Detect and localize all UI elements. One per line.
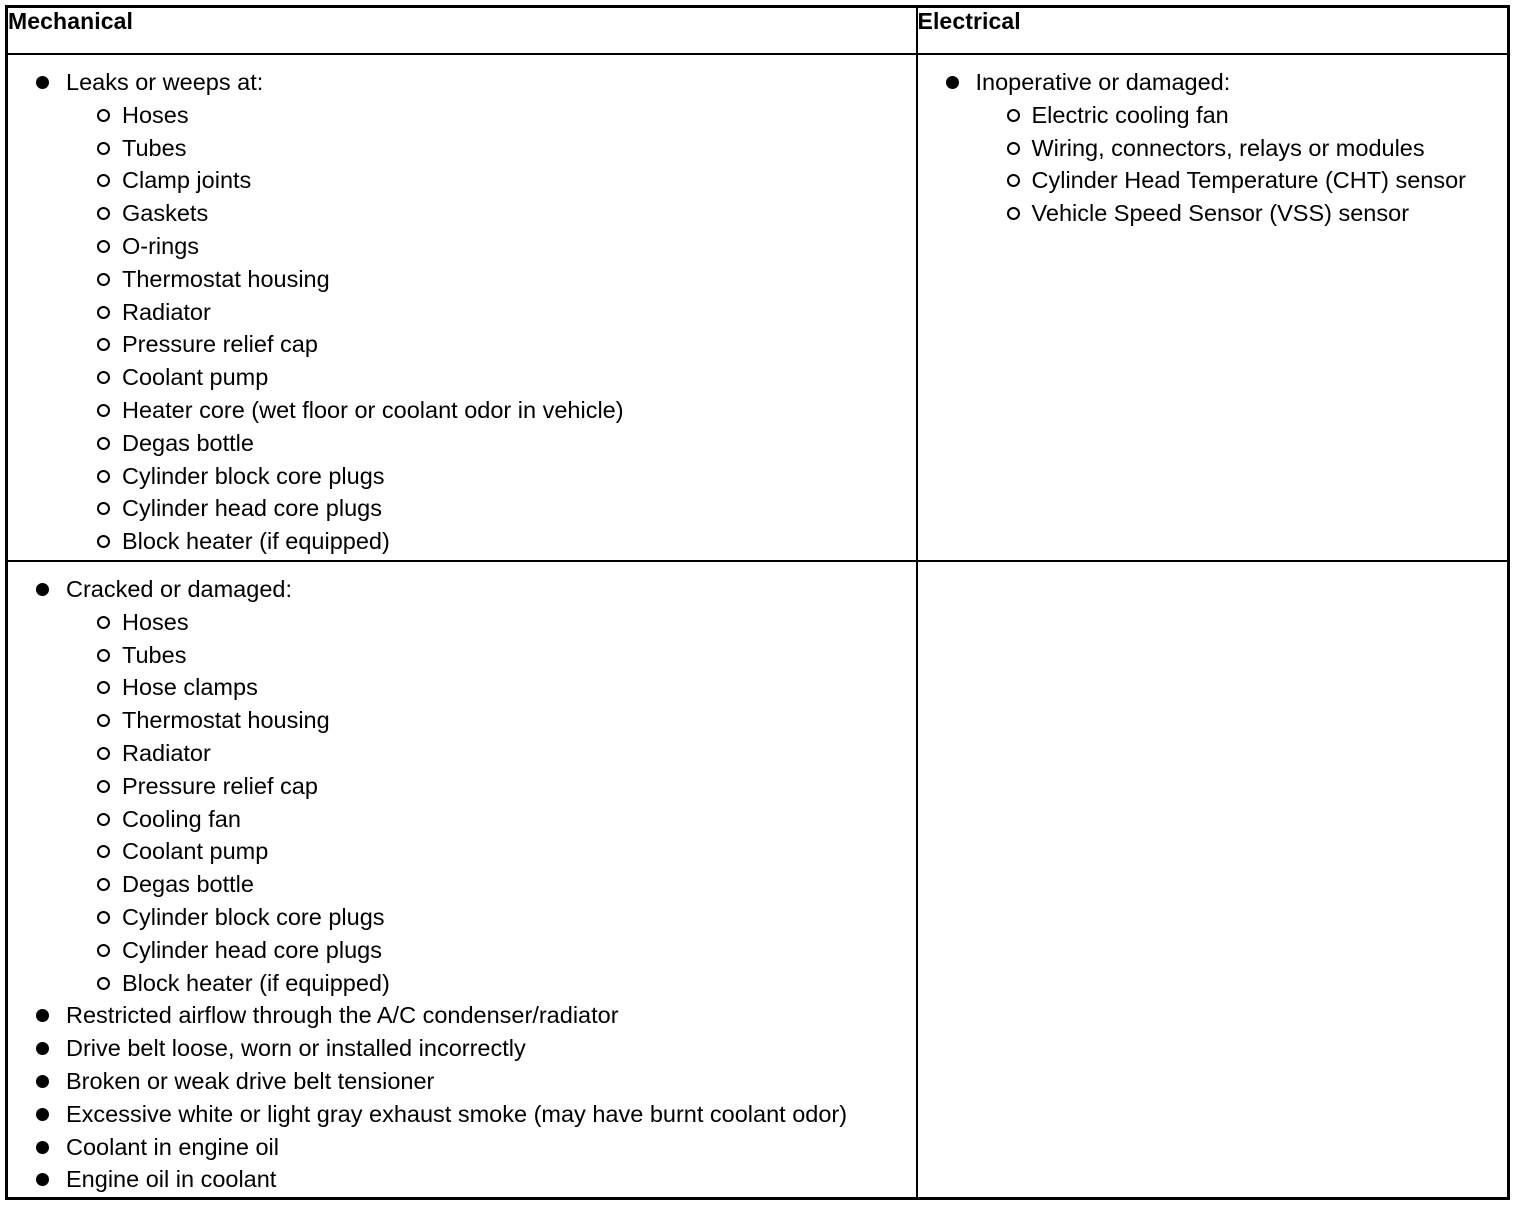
sub-list-item-text: Cooling fan <box>122 805 241 832</box>
sub-list-item-text: Cylinder Head Temperature (CHT) sensor <box>1031 167 1466 194</box>
sub-list-item-text: Block heater (if equipped) <box>122 969 390 996</box>
bullet-ring-icon <box>97 273 110 286</box>
sub-list-item-text: Degas bottle <box>122 871 254 898</box>
bullet-ring-icon <box>97 306 110 319</box>
list-item <box>8 573 916 606</box>
bullet-dot-icon <box>36 76 49 89</box>
list-item <box>8 1065 916 1098</box>
electrical-cell <box>917 561 1509 1199</box>
mechanical-cell <box>7 561 917 1199</box>
sub-list-item-text: Block heater (if equipped) <box>122 528 390 555</box>
bullet-dot-icon <box>36 1042 49 1055</box>
list-item <box>8 1032 916 1065</box>
sub-list-item-text: Tubes <box>122 641 187 668</box>
header-mechanical: Mechanical <box>7 7 917 55</box>
bullet-ring-icon <box>97 142 110 155</box>
bullet-ring-icon <box>97 747 110 760</box>
bullet-ring-icon <box>1007 109 1020 122</box>
sub-list-item <box>982 197 1508 230</box>
sub-list-item <box>72 460 916 493</box>
bullet-ring-icon <box>97 649 110 662</box>
sub-list-item <box>72 737 916 770</box>
bullet-ring-icon <box>97 502 110 515</box>
bullet-ring-icon <box>97 681 110 694</box>
bullet-ring-icon <box>97 470 110 483</box>
sub-list-item-text: Cylinder head core plugs <box>122 936 382 963</box>
sub-list-item <box>72 934 916 967</box>
sub-list-item-text: Pressure relief cap <box>122 772 318 799</box>
sub-list-item <box>72 639 916 672</box>
list-item-text: Inoperative or damaged: <box>975 69 1231 95</box>
bullet-dot-icon <box>36 1108 49 1121</box>
table-row <box>7 54 1509 561</box>
sub-list-item-text: Thermostat housing <box>122 707 330 734</box>
bullet-ring-icon <box>97 174 110 187</box>
bullet-ring-icon <box>97 338 110 351</box>
sub-list-item <box>72 835 916 868</box>
sub-list-item <box>72 492 916 525</box>
sub-list-item-text: Radiator <box>122 739 211 766</box>
bullet-ring-icon <box>97 109 110 122</box>
sub-list-item-text: Hoses <box>122 101 189 128</box>
sub-list-item-text: Cylinder block core plugs <box>122 903 385 930</box>
sub-list-item <box>72 328 916 361</box>
list-item-text: Drive belt loose, worn or installed incorrectly <box>66 1035 526 1062</box>
list-item-text: Engine oil in coolant <box>66 1166 277 1193</box>
list-item <box>918 66 1508 99</box>
sub-list-item-text: Hoses <box>122 608 189 635</box>
sub-list-item-text: Wiring, connectors, relays or modules <box>1031 134 1425 161</box>
sub-list-item <box>982 99 1508 132</box>
list-item-text: Restricted airflow through the A/C condenser/radiator <box>66 1002 619 1029</box>
sub-list-item <box>72 606 916 639</box>
bullet-ring-icon <box>97 437 110 450</box>
sub-list-item <box>72 671 916 704</box>
header-electrical: Electrical <box>917 7 1509 55</box>
sub-list-item <box>72 967 916 1000</box>
bullet-ring-icon <box>97 207 110 220</box>
bullet-ring-icon <box>97 911 110 924</box>
sub-list-item-text: Clamp joints <box>122 167 252 194</box>
sub-list-item <box>72 770 916 803</box>
sub-list-item <box>72 901 916 934</box>
bullet-list <box>918 55 1508 230</box>
bullet-ring-icon <box>97 845 110 858</box>
mechanical-cell <box>7 54 917 561</box>
bullet-ring-icon <box>1007 207 1020 220</box>
symptom-table <box>5 5 1510 1200</box>
sub-list-item <box>72 263 916 296</box>
list-item-text: Broken or weak drive belt tensioner <box>66 1067 435 1094</box>
sub-list-item <box>982 132 1508 165</box>
sub-list-item <box>72 394 916 427</box>
bullet-ring-icon <box>1007 142 1020 155</box>
sub-list-item <box>72 803 916 836</box>
sub-list-item-text: Tubes <box>122 134 187 161</box>
sub-list-item-text: Pressure relief cap <box>122 331 318 358</box>
bullet-list <box>8 562 916 1196</box>
list-item <box>8 66 916 99</box>
sub-list-item-text: Thermostat housing <box>122 265 330 292</box>
bullet-ring-icon <box>97 371 110 384</box>
sub-list-item-text: Cylinder head core plugs <box>122 495 382 522</box>
bullet-ring-icon <box>97 616 110 629</box>
table-row <box>7 561 1509 1199</box>
list-item <box>8 1163 916 1196</box>
sub-list-item-text: Heater core (wet floor or coolant odor in vehicle) <box>122 396 624 423</box>
electrical-cell <box>917 54 1509 561</box>
sub-list-item-text: Vehicle Speed Sensor (VSS) sensor <box>1031 200 1410 227</box>
sub-list-item-text: Cylinder block core plugs <box>122 462 385 489</box>
sub-list-item <box>72 427 916 460</box>
list-item <box>8 1131 916 1164</box>
list-item-text: Cracked or damaged: <box>66 576 292 602</box>
bullet-list <box>8 55 916 558</box>
list-item-text: Coolant in engine oil <box>66 1133 279 1160</box>
bullet-ring-icon <box>1007 174 1020 187</box>
bullet-ring-icon <box>97 977 110 990</box>
list-item-text: Excessive white or light gray exhaust smoke (may have burnt coolant odor) <box>66 1100 848 1127</box>
sub-list-item <box>72 525 916 558</box>
sub-list-item <box>72 164 916 197</box>
bullet-ring-icon <box>97 714 110 727</box>
bullet-ring-icon <box>97 813 110 826</box>
sub-list-item-text: Electric cooling fan <box>1031 101 1229 128</box>
sub-list-item-text: Degas bottle <box>122 429 254 456</box>
sub-list-item <box>72 361 916 394</box>
list-item-text: Leaks or weeps at: <box>66 69 264 95</box>
bullet-dot-icon <box>36 1075 49 1088</box>
sub-list-item <box>72 132 916 165</box>
sub-list-item <box>982 164 1508 197</box>
sub-list-item-text: Gaskets <box>122 200 209 227</box>
bullet-dot-icon <box>36 1141 49 1154</box>
bullet-ring-icon <box>97 780 110 793</box>
sub-list-item-text: Coolant pump <box>122 838 269 865</box>
bullet-dot-icon <box>36 583 49 596</box>
bullet-ring-icon <box>97 944 110 957</box>
bullet-ring-icon <box>97 240 110 253</box>
bullet-list <box>918 562 1508 573</box>
sub-list-item <box>72 230 916 263</box>
header-row <box>7 7 1509 55</box>
sub-list-item-text: Hose clamps <box>122 674 258 701</box>
bullet-dot-icon <box>36 1009 49 1022</box>
sub-list-item <box>72 868 916 901</box>
bullet-ring-icon <box>97 404 110 417</box>
bullet-ring-icon <box>97 535 110 548</box>
bullet-dot-icon <box>36 1173 49 1186</box>
list-item <box>8 999 916 1032</box>
sub-list-item <box>72 704 916 737</box>
sub-list-item <box>72 99 916 132</box>
bullet-dot-icon <box>946 76 959 89</box>
sub-list-item-text: Radiator <box>122 298 211 325</box>
sub-list-item <box>72 197 916 230</box>
list-item <box>8 1098 916 1131</box>
sub-list-item-text: O-rings <box>122 232 200 259</box>
bullet-ring-icon <box>97 878 110 891</box>
sub-list-item <box>72 296 916 329</box>
sub-list-item-text: Coolant pump <box>122 364 269 391</box>
